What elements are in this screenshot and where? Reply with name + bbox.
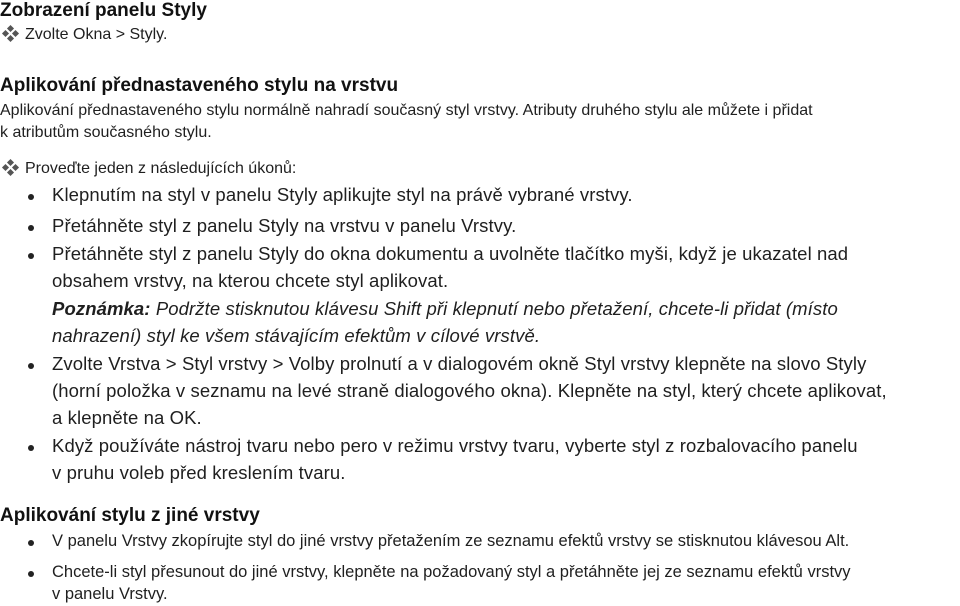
intro-line-2: k atributům současného stylu. — [0, 124, 212, 141]
step-text: Zvolte Okna > Styly. — [25, 26, 168, 43]
bullet-layer-style-line-2: (horní položka v seznamu na levé straně dialogového okna). Klepněte na styl, který chcete aplikovat, — [52, 380, 887, 401]
bullet-drag-to-layer: Přetáhněte styl z panelu Styly na vrstvu v panelu Vrstvy. — [52, 215, 517, 236]
step-diamond-icon — [2, 160, 19, 174]
bullet-drag-to-document-line-1: Přetáhněte styl z panelu Styly do okna dokumentu a uvolněte tlačítko myši, když je ukazatel nad — [52, 243, 849, 264]
step-choose-window-styles — [2, 26, 167, 44]
step-text: Proveďte jeden z následujících úkonů: — [25, 160, 297, 177]
bullet-shape-tool-line-2: v pruhu voleb před kreslením tvaru. — [52, 462, 346, 483]
bullet-icon — [28, 540, 34, 546]
note-text: Podržte stisknutou klávesu Shift při klepnutí nebo přetažení, chcete-li přidat (místo — [150, 298, 838, 319]
bullet-drag-to-document-line-2: obsahem vrstvy, na kterou chcete styl aplikovat. — [52, 270, 449, 291]
note-line-2 — [52, 325, 540, 347]
bullet-icon — [28, 445, 34, 451]
bullet-copy-style-alt: V panelu Vrstvy zkopírujte styl do jiné vrstvy přetažením ze seznamu efektů vrstvy se stisknutou klávesou Alt. — [52, 532, 850, 550]
bullet-icon — [28, 571, 34, 577]
bullet-icon — [28, 363, 34, 369]
note-text: nahrazení) styl ke všem stávajícím efektům v cílové vrstvě. — [52, 325, 541, 346]
note-label: Poznámka: — [52, 298, 151, 319]
step-do-one-of — [2, 160, 296, 178]
step-diamond-icon — [2, 26, 19, 40]
bullet-icon — [28, 194, 34, 200]
bullet-click-style: Klepnutím na styl v panelu Styly aplikujte styl na právě vybrané vrstvy. — [52, 184, 633, 205]
note-line-1 — [52, 298, 838, 320]
bullet-shape-tool-line-1: Když používáte nástroj tvaru nebo pero v režimu vrstvy tvaru, vyberte styl z rozbalovacího panelu — [52, 435, 858, 456]
bullet-move-style-line-1: Chcete-li styl přesunout do jiné vrstvy, klepněte na požadovaný styl a přetáhněte jej ze seznamu efektů vrstvy — [52, 563, 851, 581]
section-title-apply-from-other-layer: Aplikování stylu z jiné vrstvy — [0, 505, 260, 526]
bullet-move-style-line-2: v panelu Vrstvy. — [52, 585, 168, 603]
bullet-layer-style-line-1: Zvolte Vrstva > Styl vrstvy > Volby prolnutí a v dialogovém okně Styl vrstvy klepněte na slovo Styly — [52, 353, 867, 374]
intro-line-1: Aplikování přednastaveného stylu normálně nahradí současný styl vrstvy. Atributy druhého stylu ale můžete i přidat — [0, 102, 813, 119]
bullet-icon — [28, 253, 34, 259]
section-title-apply-preset-style: Aplikování přednastaveného stylu na vrstvu — [0, 75, 399, 96]
bullet-icon — [28, 225, 34, 231]
bullet-layer-style-line-3: a klepněte na OK. — [52, 407, 202, 428]
section-title-show-styles-panel: Zobrazení panelu Styly — [0, 0, 207, 21]
